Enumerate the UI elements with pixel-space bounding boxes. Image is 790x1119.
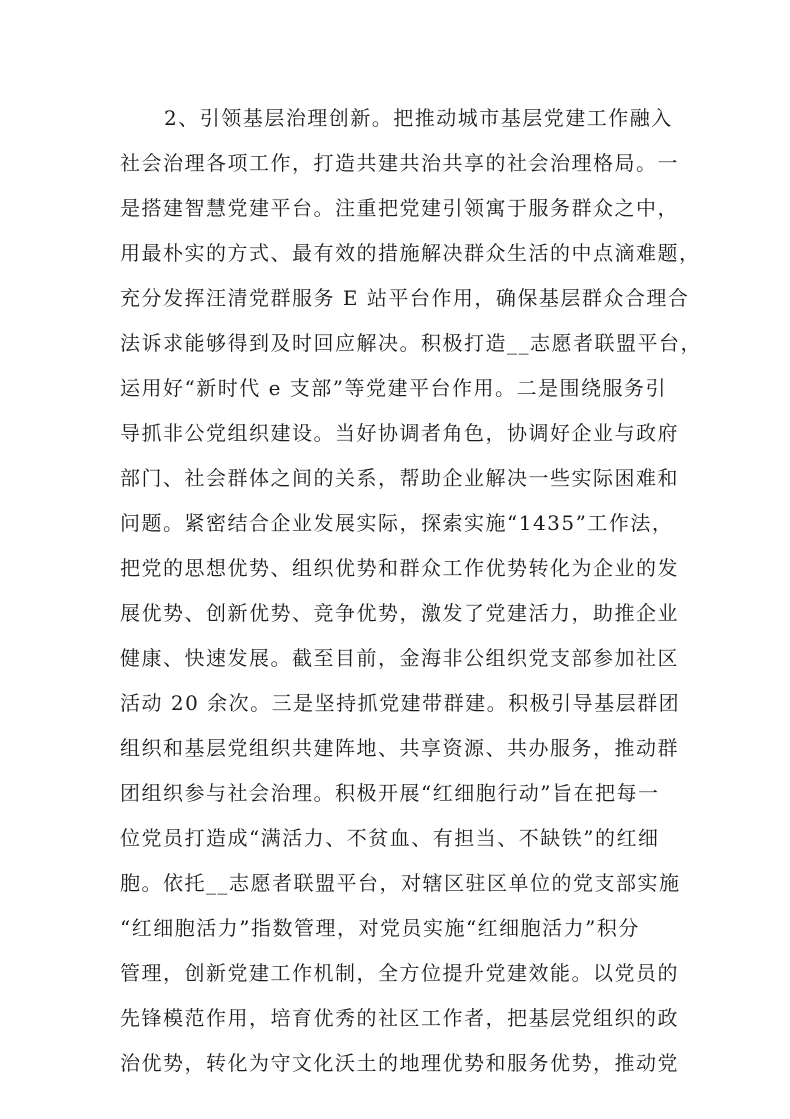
text-line: 充分发挥汪清党群服务 E 站平台作用，确保基层群众合理合 [120, 286, 690, 310]
text-line: 先锋模范作用，培育优秀的社区工作者，把基层党组织的政 [120, 1006, 679, 1030]
text-line: 组织和基层党组织共建阵地、共享资源、共办服务，推动群 [120, 736, 679, 760]
text-line: 用最朴实的方式、最有效的措施解决群众生活的中点滴难题， [120, 241, 701, 265]
text-line: 健康、快速发展。截至目前，金海非公组织党支部参加社区 [120, 646, 679, 670]
text-line: 管理，创新党建工作机制，全方位提升党建效能。以党员的 [120, 961, 679, 985]
text-line: 治优势，转化为守文化沃土的地理优势和服务优势，推动党 [120, 1051, 679, 1075]
text-line: 部门、社会群体之间的关系，帮助企业解决一些实际困难和 [120, 466, 679, 490]
text-line: “红细胞活力”指数管理，对党员实施“红细胞活力”积分 [120, 916, 640, 940]
text-line: 社会治理各项工作，打造共建共治共享的社会治理格局。一 [120, 151, 679, 175]
text-line: 2、引领基层治理创新。把推动城市基层党建工作融入 [164, 106, 673, 130]
text-line: 展优势、创新优势、竞争优势，激发了党建活力，助推企业 [120, 601, 679, 625]
text-line: 问题。紧密结合企业发展实际，探索实施“1435”工作法， [120, 511, 674, 535]
text-line: 活动 20 余次。三是坚持抓党建带群建。积极引导基层群团 [120, 691, 681, 715]
text-line: 导抓非公党组织建设。当好协调者角色，协调好企业与政府 [120, 421, 679, 445]
text-line: 把党的思想优势、组织优势和群众工作优势转化为企业的发 [120, 556, 679, 580]
text-line: 团组织参与社会治理。积极开展“红细胞行动”旨在把每一 [120, 781, 660, 805]
text-line: 是搭建智慧党建平台。注重把党建引领寓于服务群众之中， [120, 196, 679, 220]
text-line: 位党员打造成“满活力、不贫血、有担当、不缺铁”的红细 [120, 826, 660, 850]
text-line: 运用好“新时代 e 支部”等党建平台作用。二是围绕服务引 [120, 376, 667, 400]
text-line: 胞。依托__志愿者联盟平台，对辖区驻区单位的党支部实施 [120, 871, 681, 895]
body-paragraph [120, 96, 702, 1086]
text-line: 法诉求能够得到及时回应解决。积极打造__志愿者联盟平台， [120, 331, 702, 355]
